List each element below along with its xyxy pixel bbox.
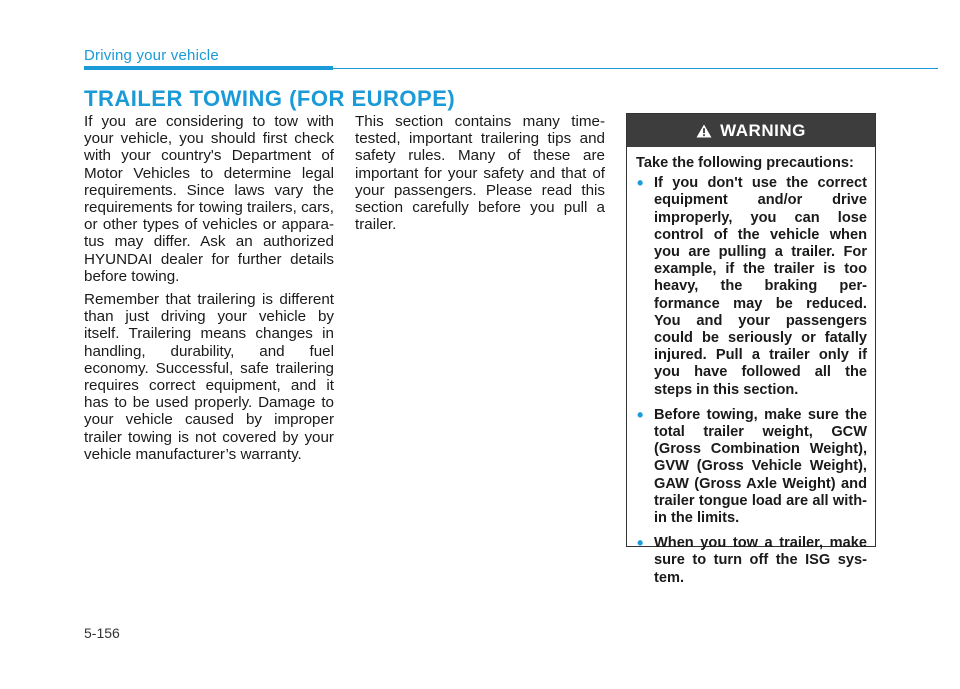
bullet-icon: • (637, 404, 644, 425)
page-number: 5-156 (84, 625, 120, 641)
section-label: Driving your vehicle (84, 47, 219, 64)
warning-intro: Take the following precautions: (636, 155, 854, 171)
warning-item-weights: • Before towing, make sure the total trailer weight, GCW (Gross Combination Weight), GVW (Gross Vehicle Weight), GAW (Gross Axle Weight) and trailer tongue load are all within the limits. (637, 404, 867, 527)
header-rule-thin (333, 68, 938, 70)
warning-box (626, 113, 876, 586)
warning-header (627, 114, 875, 147)
page-title: TRAILER TOWING (FOR EUROPE) (84, 86, 456, 111)
body-column-2 (355, 113, 605, 239)
warning-body (627, 147, 875, 587)
paragraph-trailering-differences: Remember that trailering is different than just driving your vehicle by itself. Trailering means changes in handling, durability, and fuel economy. Successful, safe trailering requires correct equipment, and it has to be used properly. Damage to your vehicle caused by improper trailer towing is not covered by your vehicle manufacturer’s warranty. (84, 291, 334, 463)
warning-item-isg: • When you tow a trailer, make sure to turn off the ISG system. (637, 533, 867, 586)
warning-item-control: • If you don't use the correct equipment and/or drive improperly, you can lose control of the vehicle when you are pulling a trailer. For example, if the trailer is too heavy, the braking performance may be reduced. You and your passengers could be seriously or fatally injured. Pull a trailer only if you have followed all the steps in this section. (637, 173, 867, 398)
paragraph-section-intro: This section contains many timetested, important trailering tips and safety rules. Many of these are important for your safety and that of your passengers. Please read this section carefully before you pull a trailer. (355, 113, 605, 234)
bullet-icon: • (637, 533, 644, 554)
header-rule-thick (84, 66, 333, 70)
bullet-icon: • (637, 173, 644, 194)
paragraph-legal-requirements: If you are considering to tow with your vehicle, you should first check with your country's Department of Motor Vehicles to determine legal requirements. Since laws vary the requirements for towing trailers, cars, or other types of vehicles or apparatus may differ. Ask an authorized HYUNDAI dealer for further details before towing. (84, 113, 334, 285)
warning-header-label: WARNING (720, 120, 806, 140)
warning-triangle-icon (696, 124, 712, 138)
warning-list (635, 175, 867, 587)
body-column-1 (84, 113, 334, 469)
